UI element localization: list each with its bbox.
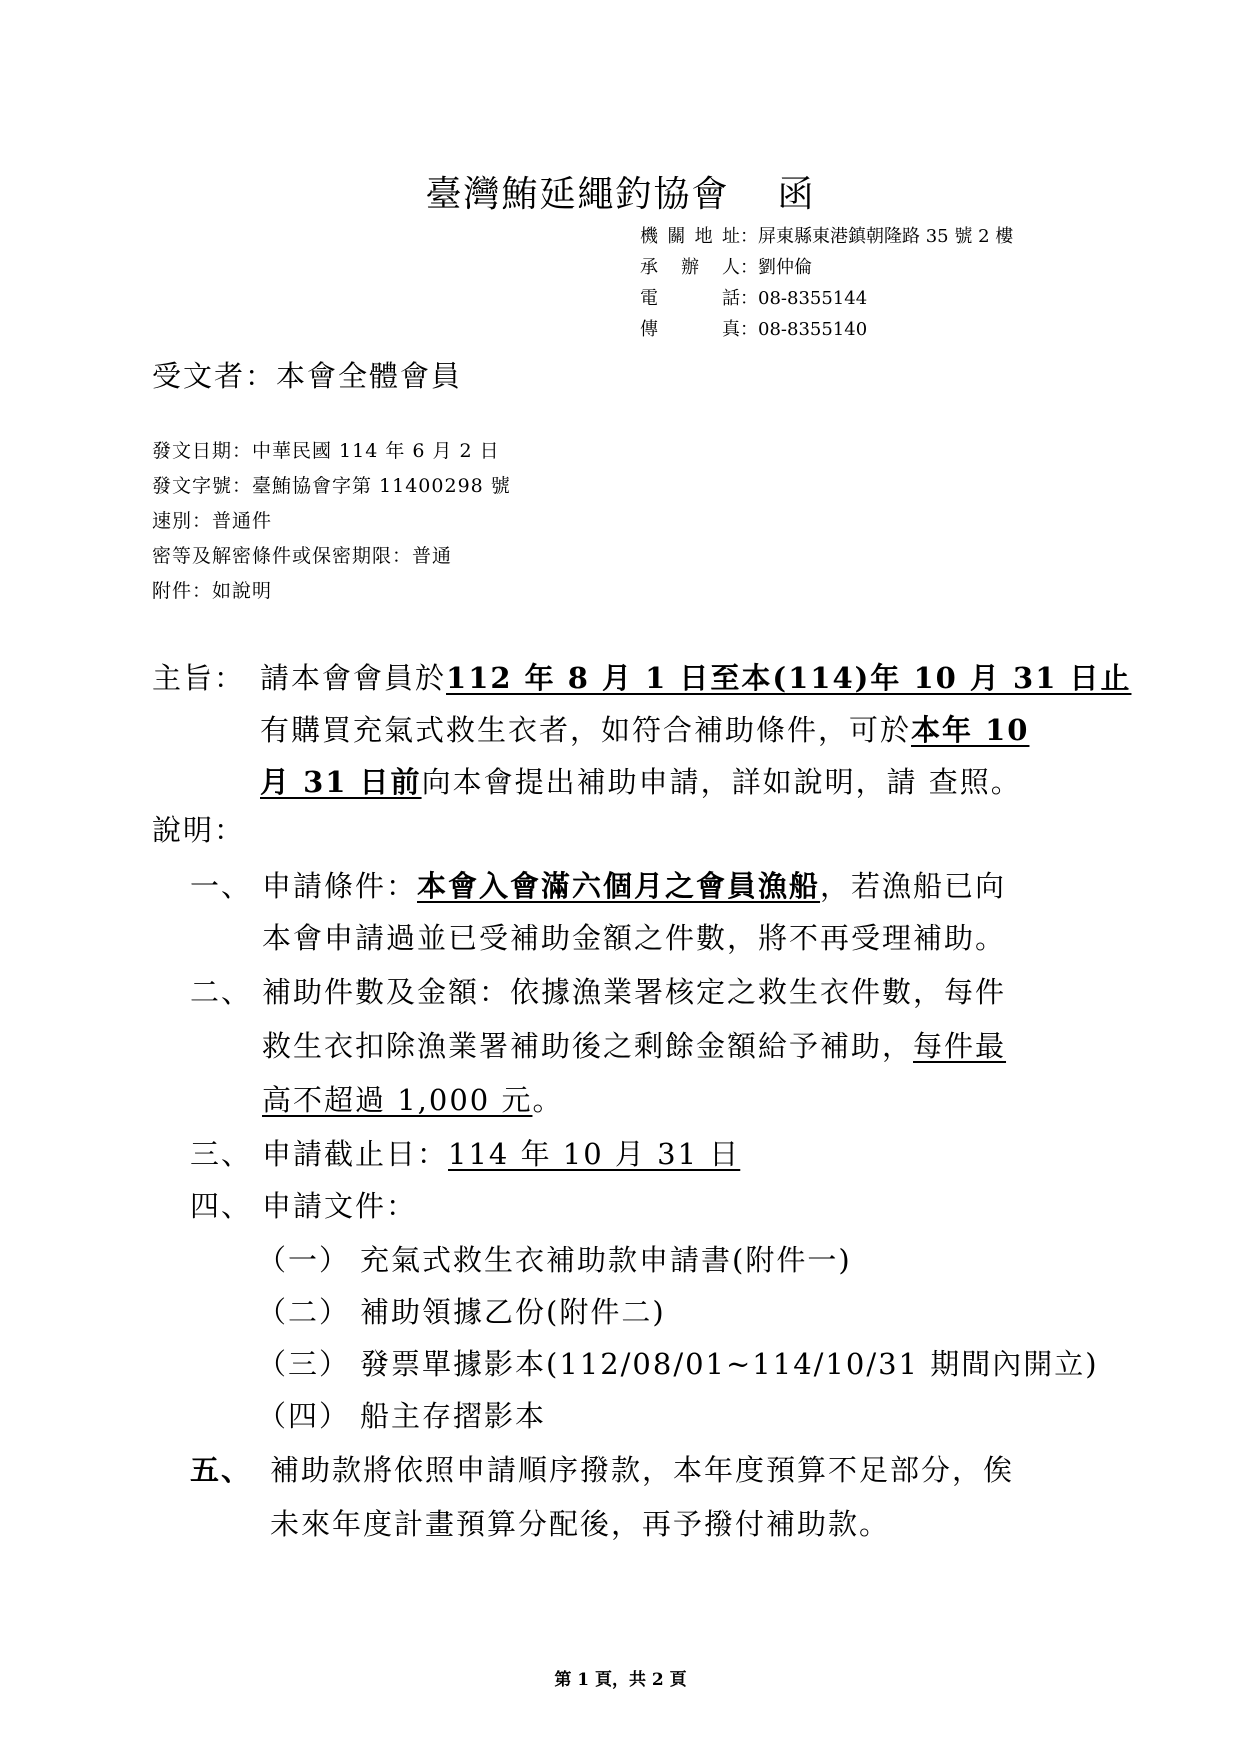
- subject-deadline-a: 本年 10: [911, 713, 1030, 747]
- item-1-line-2: 本會申請過並已受補助金額之件數，將不再受理補助。: [262, 921, 1007, 955]
- speed-class: 速別：普通件: [152, 510, 273, 532]
- subject-line-2: 有購買充氣式救生衣者，如符合補助條件，可於本年 10: [260, 713, 1030, 747]
- item-4-number: 四、: [190, 1189, 253, 1223]
- item-3-number: 三、: [190, 1137, 253, 1171]
- sub-item-3-number: （三）: [257, 1347, 351, 1381]
- item-4-label: 申請文件：: [262, 1189, 418, 1223]
- subject-line-1: 請本會會員於112 年 8 月 1 日至本(114)年 10 月 31 日止: [260, 661, 1132, 695]
- subject-label: 主旨：: [152, 661, 246, 695]
- item-5-number: 五、: [190, 1453, 253, 1487]
- security-level: 密等及解密條件或保密期限：普通: [152, 545, 453, 567]
- sub-item-2-text: 補助領據乙份(附件二): [360, 1295, 666, 1329]
- contact-phone: 電話：08-8355144: [640, 288, 868, 309]
- subject-line-3: 月 31 日前向本會提出補助申請，詳如說明，請 查照。: [260, 765, 1022, 799]
- item-1-line-1: 申請條件：本會入會滿六個月之會員漁船，若漁船已向: [262, 869, 1007, 903]
- document-title: [0, 166, 1241, 217]
- item-5-line-2: 未來年度計畫預算分配後，再予撥付補助款。: [270, 1507, 891, 1541]
- attachment-note: 附件：如說明: [152, 580, 273, 602]
- item-1-number: 一、: [190, 869, 253, 903]
- agency-name: 臺灣鮪延繩釣協會: [425, 174, 730, 215]
- contact-fax: 傳真：08-8355140: [640, 319, 868, 340]
- item-2-line-2: 救生衣扣除漁業署補助後之剩餘金額給予補助，每件最: [262, 1029, 1007, 1063]
- subject-period: 112 年 8 月 1 日至本(114)年 10 月 31 日止: [446, 661, 1132, 695]
- sub-item-4-text: 船主存摺影本: [360, 1399, 547, 1433]
- sub-item-4-number: （四）: [257, 1399, 351, 1433]
- item-2-line-1: 補助件數及金額：依據漁業署核定之救生衣件數，每件: [262, 975, 1007, 1009]
- sub-item-1-number: （一）: [257, 1243, 351, 1277]
- recipient: 受文者：本會全體會員: [152, 359, 463, 393]
- item-5-line-1: 補助款將依照申請順序撥款，本年度預算不足部分，俟: [270, 1453, 1015, 1487]
- sub-item-3-text: 發票單據影本(112/08/01~114/10/31 期間內開立): [360, 1347, 1099, 1381]
- item-2-number: 二、: [190, 975, 253, 1009]
- max-amount-a: 每件最: [913, 1029, 1007, 1063]
- explanation-label: 說明：: [152, 813, 246, 847]
- item-2-line-3: 高不超過 1,000 元。: [262, 1083, 564, 1117]
- contact-address: 機關地址：屏東縣東港鎮朝隆路 35 號 2 樓: [640, 226, 1014, 247]
- issue-date: 發文日期：中華民國 114 年 6 月 2 日: [152, 440, 500, 462]
- subject-deadline-b: 月 31 日前: [260, 765, 422, 799]
- item-3-line: 申請截止日：114 年 10 月 31 日: [262, 1137, 741, 1171]
- max-amount-b: 高不超過 1,000 元: [262, 1083, 533, 1117]
- sub-item-1-text: 充氣式救生衣補助款申請書(附件一): [360, 1243, 852, 1277]
- page-number: 第 1 頁，共 2 頁: [554, 1670, 687, 1690]
- document-type: 函: [777, 174, 816, 215]
- contact-handler: 承辦人：劉仲倫: [640, 257, 812, 278]
- eligibility-condition: 本會入會滿六個月之會員漁船: [417, 869, 821, 903]
- document-number: 發文字號：臺鮪協會字第 11400298 號: [152, 475, 511, 497]
- sub-item-2-number: （二）: [257, 1295, 351, 1329]
- application-deadline: 114 年 10 月 31 日: [448, 1137, 741, 1171]
